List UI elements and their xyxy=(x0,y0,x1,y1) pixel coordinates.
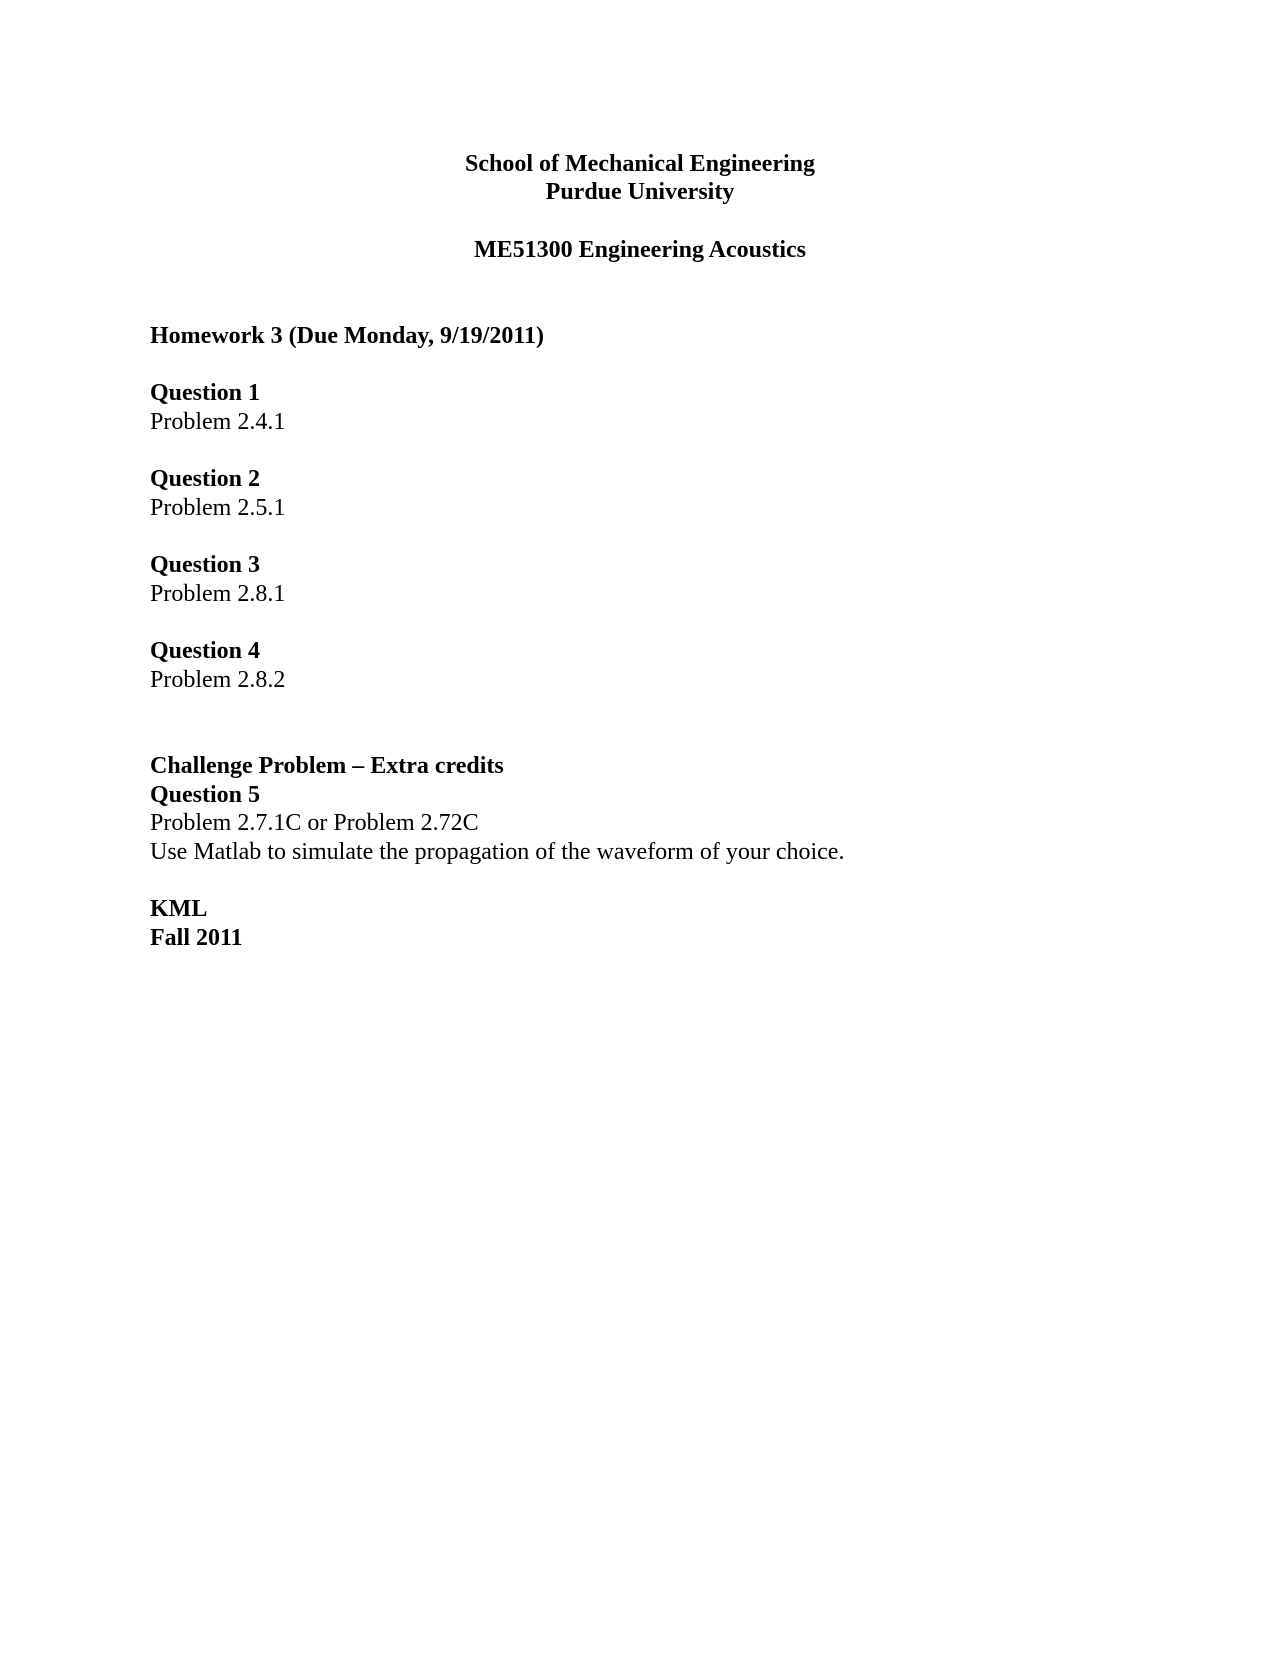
question-2 xyxy=(150,465,1200,522)
challenge-heading: Challenge Problem – Extra credits xyxy=(150,753,504,779)
question-title: Question 4 xyxy=(150,638,261,664)
university-name: Purdue University xyxy=(545,179,735,205)
document-footer xyxy=(150,895,1200,952)
question-title: Question 2 xyxy=(150,466,261,492)
question-5-problem: Problem 2.7.1C or Problem 2.72C xyxy=(150,810,479,836)
question-problem: Problem 2.8.2 xyxy=(150,666,286,693)
question-5-instruction: Use Matlab to simulate the propagation of the waveform of your choice. xyxy=(150,838,845,865)
question-problem: Problem 2.4.1 xyxy=(150,408,286,435)
question-5-title: Question 5 xyxy=(150,781,261,808)
question-3 xyxy=(150,551,1200,608)
course-title: ME51300 Engineering Acoustics xyxy=(473,237,806,263)
document-header xyxy=(0,150,1280,206)
question-1 xyxy=(150,379,1200,436)
author-initials: KML xyxy=(150,896,208,922)
school-name: School of Mechanical Engineering xyxy=(465,151,815,177)
question-title: Question 1 xyxy=(150,380,261,406)
question-problem: Problem 2.5.1 xyxy=(150,494,286,521)
homework-title: Homework 3 (Due Monday, 9/19/2011) xyxy=(150,323,544,349)
question-title: Question 3 xyxy=(150,552,261,578)
term: Fall 2011 xyxy=(150,924,243,951)
challenge-section xyxy=(150,752,1200,866)
question-4 xyxy=(150,637,1200,694)
question-problem: Problem 2.8.1 xyxy=(150,580,286,607)
